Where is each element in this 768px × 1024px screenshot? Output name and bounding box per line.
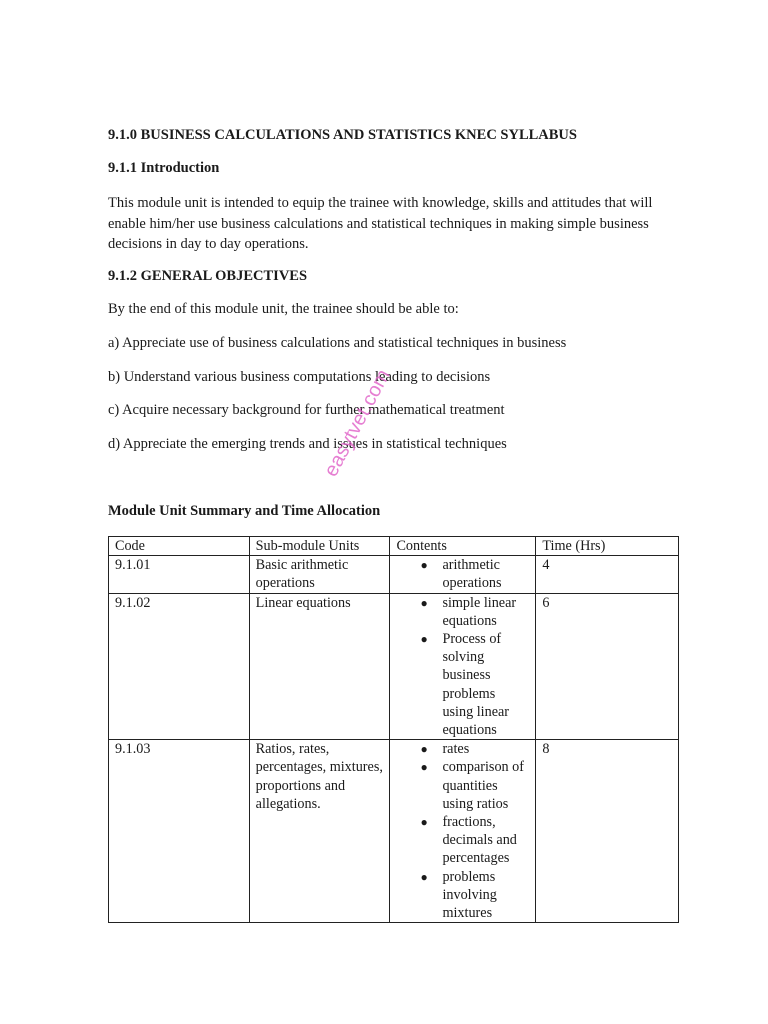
objective-item: d) Appreciate the emerging trends and issues in statistical techniques: [108, 436, 507, 452]
table-row: [109, 740, 679, 923]
header-cell: Contents: [390, 537, 536, 556]
list-item: [420, 758, 529, 813]
header-cell: Time (Hrs): [536, 537, 679, 556]
time-cell: 8: [536, 740, 679, 923]
bullet-icon: ●: [420, 760, 428, 775]
contents-cell: [390, 593, 536, 740]
header-cell: Code: [109, 537, 250, 556]
header-cell: Sub-module Units: [249, 537, 390, 556]
code-cell: 9.1.03: [109, 740, 250, 923]
list-item: [420, 630, 529, 739]
objective-item: b) Understand various business computations leading to decisions: [108, 369, 491, 385]
unit-cell: Basic arithmetic operations: [249, 556, 390, 593]
bullet-icon: ●: [420, 632, 428, 647]
content-text: problems involving mixtures: [442, 868, 497, 922]
contents-cell: [390, 556, 536, 593]
bullet-icon: ●: [420, 869, 428, 884]
list-item: [420, 868, 529, 923]
content-text: comparison of quantities using ratios: [442, 759, 524, 812]
bullet-icon: ●: [420, 815, 428, 830]
unit-cell: Ratios, rates, percentages, mixtures, proportions and allegations.: [249, 740, 390, 923]
intro-heading: 9.1.1 Introduction: [108, 160, 220, 176]
list-item: [420, 740, 529, 758]
bullet-icon: ●: [420, 558, 428, 573]
table-row: [109, 593, 679, 740]
list-item: [420, 556, 529, 592]
objectives-heading: 9.1.2 GENERAL OBJECTIVES: [108, 268, 308, 284]
code-cell: 9.1.01: [109, 556, 250, 593]
document-title: 9.1.0 BUSINESS CALCULATIONS AND STATISTICS KNEC SYLLABUS: [108, 127, 577, 143]
bullet-icon: ●: [420, 742, 428, 757]
code-cell: 9.1.02: [109, 593, 250, 740]
time-cell: 4: [536, 556, 679, 593]
time-cell: 6: [536, 593, 679, 740]
content-text: arithmetic operations: [442, 557, 502, 592]
objective-item: c) Acquire necessary background for further mathematical treatment: [108, 402, 505, 418]
content-text: simple linear equations: [442, 594, 517, 629]
contents-cell: [390, 740, 536, 923]
content-text: Process of solving business problems using linear equations: [442, 631, 510, 739]
bullet-icon: ●: [420, 595, 428, 610]
content-text: fractions, decimals and percentages: [442, 814, 517, 867]
table-row: [109, 556, 679, 593]
objectives-lead: By the end of this module unit, the trainee should be able to:: [108, 301, 459, 317]
list-item: [420, 594, 529, 630]
content-text: rates: [442, 741, 470, 758]
table-header-row: [109, 537, 679, 556]
summary-heading: Module Unit Summary and Time Allocation: [108, 503, 381, 519]
unit-cell: Linear equations: [249, 593, 390, 740]
list-item: [420, 813, 529, 868]
objective-item: a) Appreciate use of business calculations and statistical techniques in business: [108, 335, 567, 351]
intro-paragraph: This module unit is intended to equip the trainee with knowledge, skills and attitudes that will enable him/her use business calculations and statistical techniques in making simple business decisions in day to day operations.: [108, 195, 653, 252]
watermark: easytvet.com: [320, 365, 395, 481]
summary-table: [108, 536, 679, 923]
